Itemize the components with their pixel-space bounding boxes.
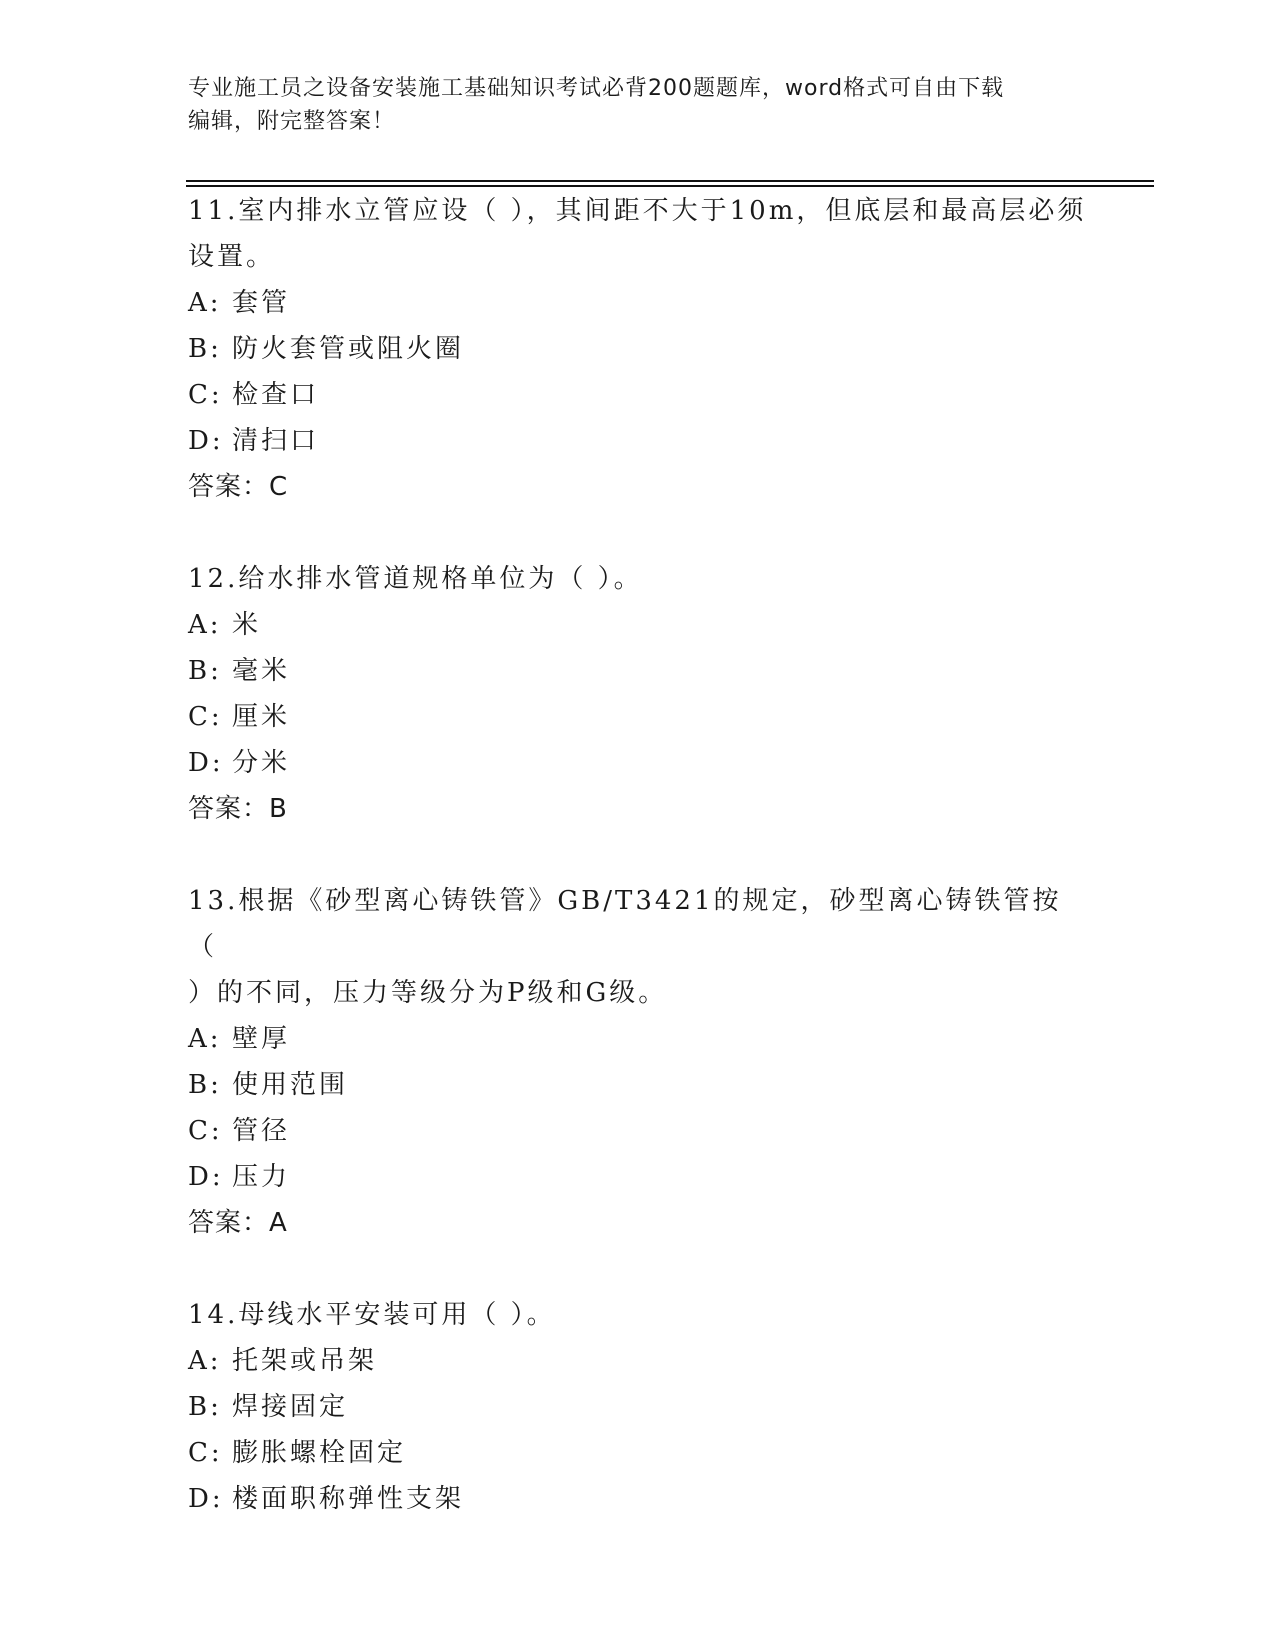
- header-line-1: 专业施工员之设备安装施工基础知识考试必背200题题库，word格式可自由下载: [188, 76, 1005, 101]
- option-letter: C:: [188, 1438, 223, 1468]
- question-14: [188, 1292, 1088, 1522]
- option-a: [188, 280, 1088, 326]
- answer-line: 答案：A: [188, 1208, 288, 1238]
- option-text: 厘米: [232, 702, 291, 732]
- option-letter: A:: [188, 610, 222, 640]
- option-letter: B:: [188, 1070, 222, 1100]
- question-stem-line-1: 13.根据《砂型离心铸铁管》GB/T3421的规定，砂型离心铸铁管按（: [188, 886, 1062, 962]
- question-stem-line-1: 11.室内排水立管应设（ ），其间距不大于10m，但底层和最高层必须: [188, 196, 1087, 226]
- answer-line: 答案：C: [188, 472, 289, 502]
- option-c: [188, 1430, 1088, 1476]
- option-text: 防火套管或阻火圈: [232, 334, 465, 364]
- option-letter: A:: [188, 288, 222, 318]
- option-b: [188, 1062, 1088, 1108]
- option-letter: A:: [188, 1024, 222, 1054]
- option-d: [188, 418, 1088, 464]
- option-letter: D:: [188, 426, 224, 456]
- option-text: 管径: [232, 1116, 291, 1146]
- option-c: [188, 1108, 1088, 1154]
- question-stem-line-1: 12.给水排水管道规格单位为（ ）。: [188, 564, 643, 594]
- question-13: [188, 878, 1088, 1246]
- option-text: 压力: [232, 1162, 291, 1192]
- question-stem-line-2: ）的不同，压力等级分为P级和G级。: [188, 978, 668, 1008]
- option-letter: C:: [188, 380, 223, 410]
- option-text: 清扫口: [232, 426, 320, 456]
- question-12: [188, 556, 1088, 832]
- question-list: [188, 188, 1088, 1568]
- option-letter: B:: [188, 656, 222, 686]
- option-c: [188, 372, 1088, 418]
- option-letter: C:: [188, 702, 223, 732]
- option-text: 套管: [232, 288, 291, 318]
- option-d: [188, 1154, 1088, 1200]
- question-stem-line-2: 设置。: [188, 242, 276, 272]
- option-c: [188, 694, 1088, 740]
- option-b: [188, 648, 1088, 694]
- header-divider-bottom: [186, 185, 1154, 187]
- option-d: [188, 740, 1088, 786]
- option-a: [188, 602, 1088, 648]
- answer-line: 答案：B: [188, 794, 288, 824]
- option-text: 膨胀螺栓固定: [232, 1438, 407, 1468]
- option-letter: D:: [188, 1162, 224, 1192]
- option-a: [188, 1016, 1088, 1062]
- document-header: [188, 72, 1088, 138]
- option-b: [188, 326, 1088, 372]
- option-text: 焊接固定: [232, 1392, 349, 1422]
- option-d: [188, 1476, 1088, 1522]
- option-text: 托架或吊架: [232, 1346, 378, 1376]
- option-text: 检查口: [232, 380, 320, 410]
- option-text: 分米: [232, 748, 291, 778]
- option-text: 毫米: [232, 656, 291, 686]
- option-a: [188, 1338, 1088, 1384]
- option-text: 楼面职称弹性支架: [232, 1484, 465, 1514]
- option-letter: A:: [188, 1346, 222, 1376]
- option-letter: B:: [188, 1392, 222, 1422]
- header-line-2: 编辑，附完整答案！: [188, 109, 396, 134]
- header-divider-top: [186, 180, 1154, 182]
- option-letter: D:: [188, 748, 224, 778]
- option-letter: B:: [188, 334, 222, 364]
- question-11: [188, 188, 1088, 510]
- option-letter: C:: [188, 1116, 223, 1146]
- question-stem-line-1: 14.母线水平安装可用（ ）。: [188, 1300, 556, 1330]
- option-letter: D:: [188, 1484, 224, 1514]
- option-text: 米: [232, 610, 262, 640]
- option-b: [188, 1384, 1088, 1430]
- option-text: 使用范围: [232, 1070, 349, 1100]
- option-text: 壁厚: [232, 1024, 291, 1054]
